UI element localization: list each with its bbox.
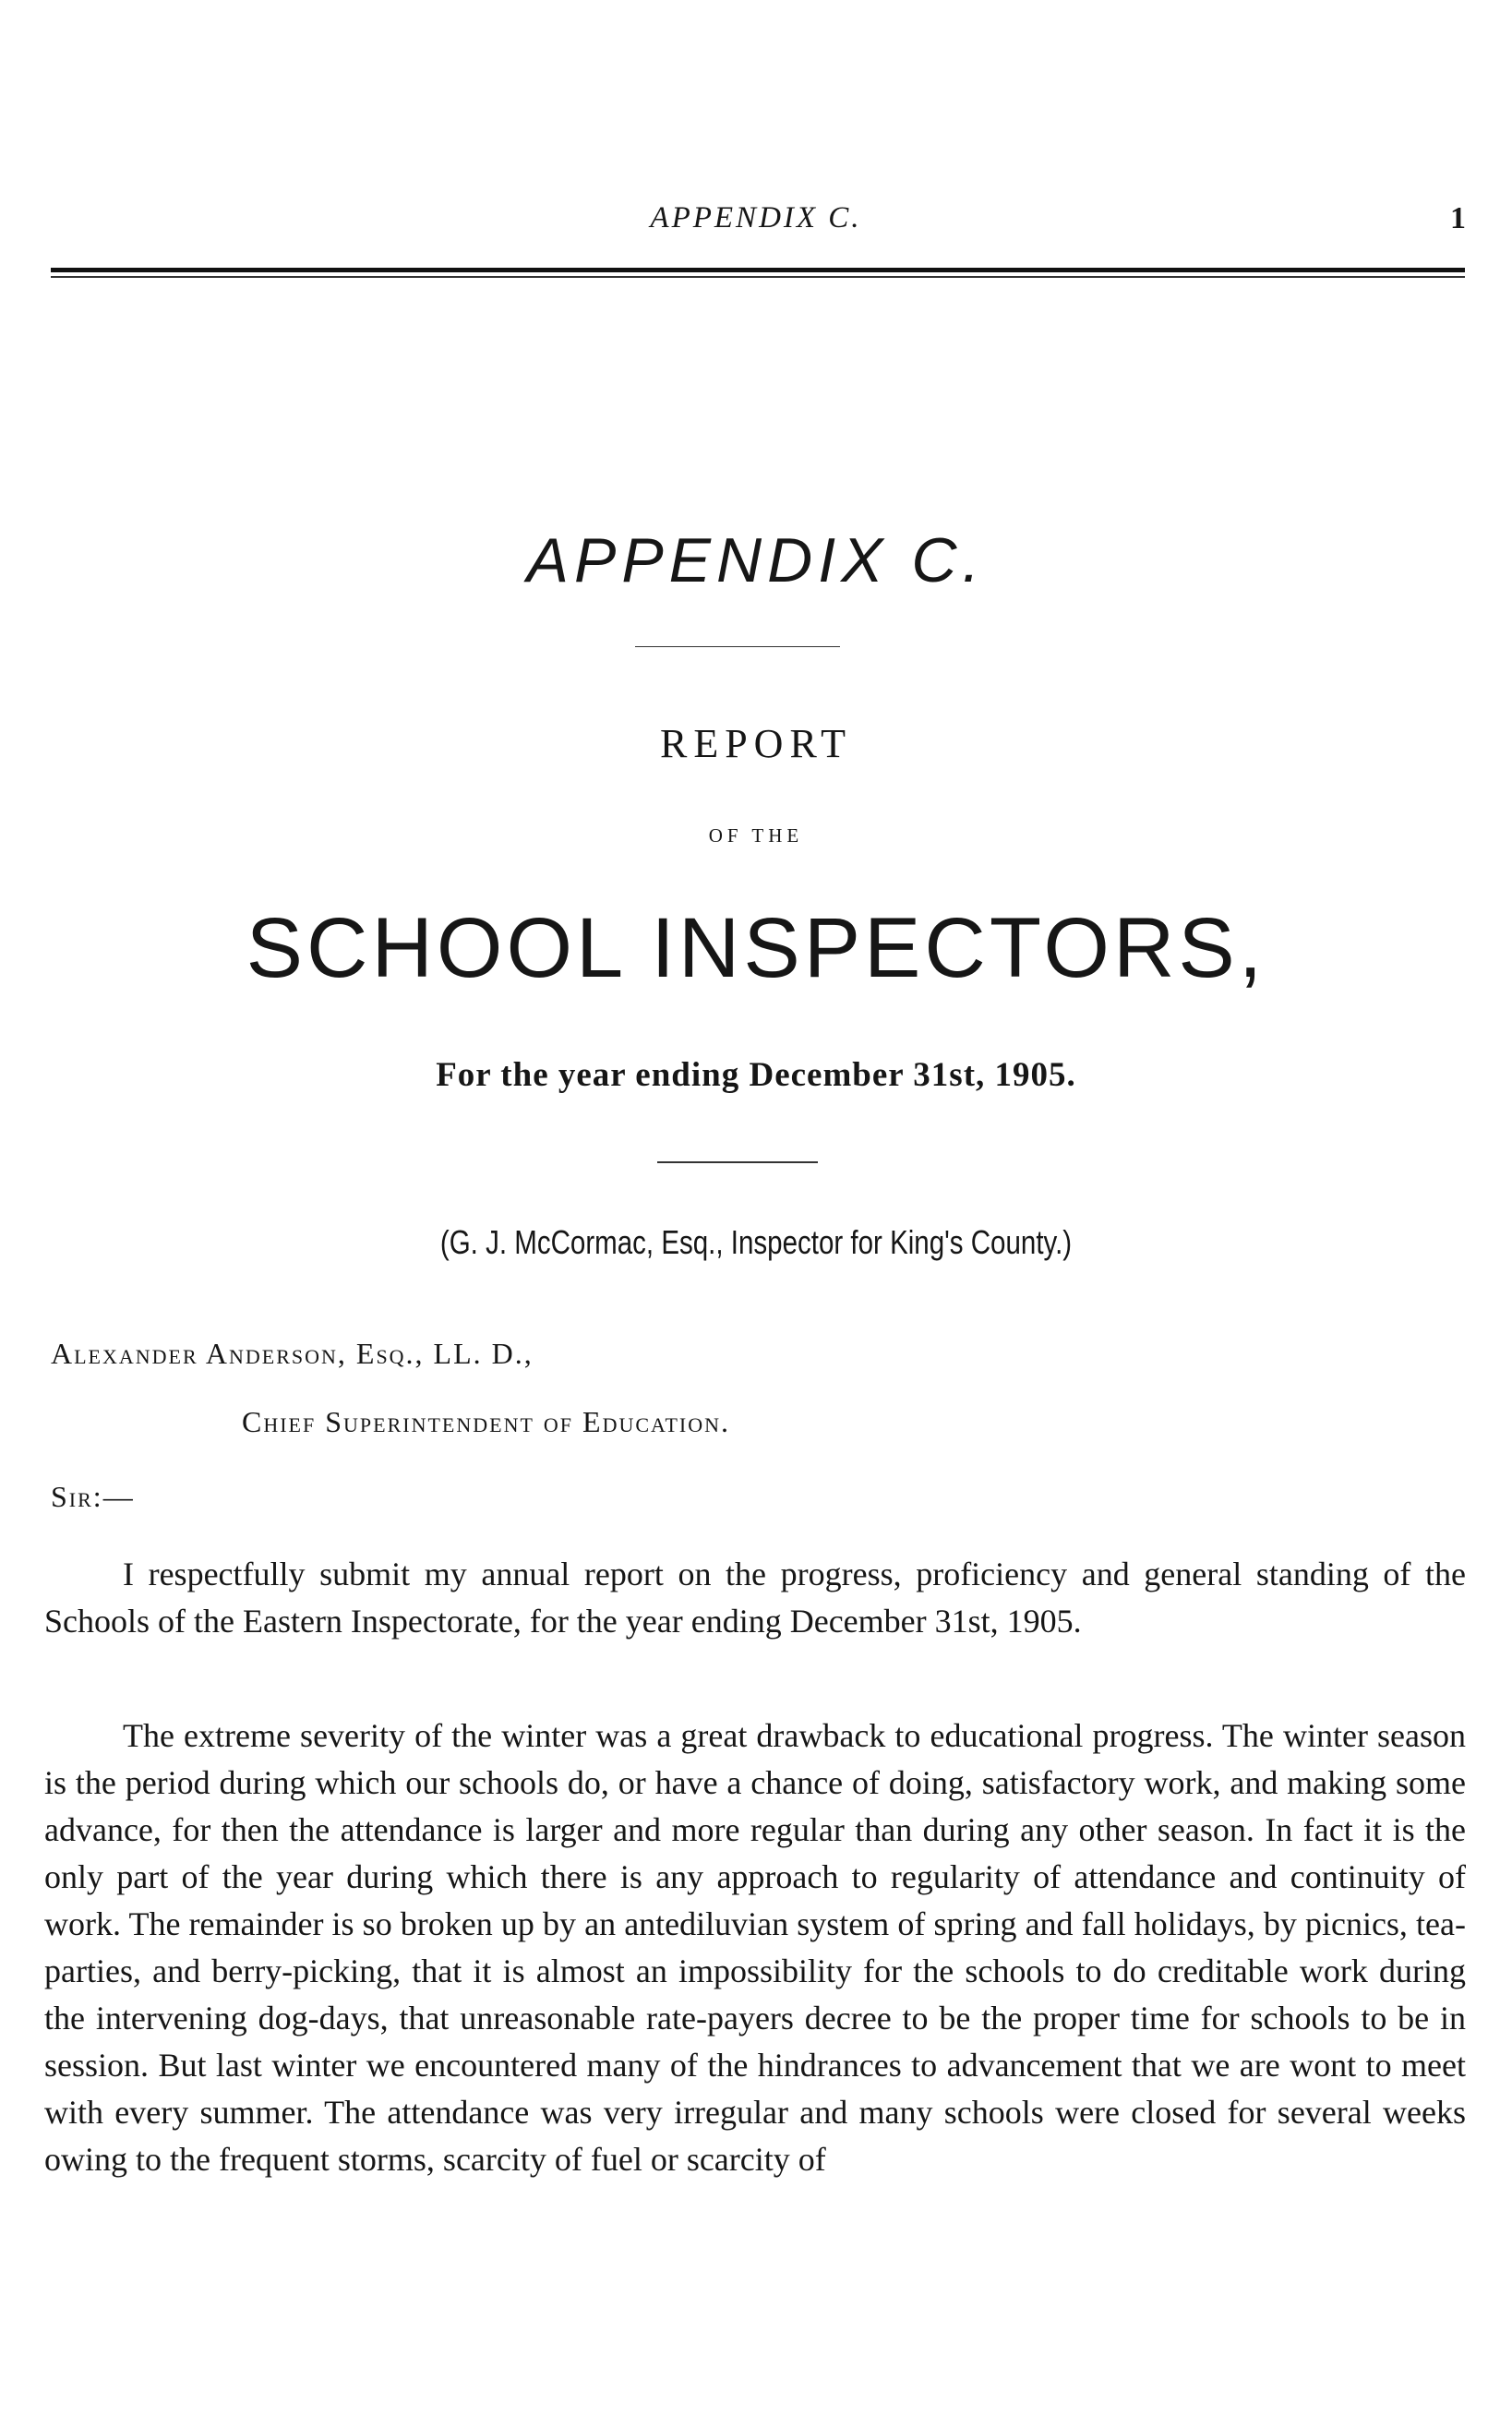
paragraph-winter: The extreme severity of the winter was a great drawback to educational progress. The winter season is the period during which our schools do, or have a chance of doing, satisfactory work, and making some advance, for then the attendance is larger and more regular than during any other season. In fact it is the only part of the year during which there is any approach to regularity of attendance and continuity of work. The remainder is so broken up by an antediluvian system of spring and fall holidays, by picnics, tea-parties, and berry-picking, that it is almost an impossibility for the schools to do creditable work during the intervening dog-days, that unreasonable rate-payers decree to be the proper time for schools to be in session. But last winter we encountered many of the hindrances to advancement that we are wont to meet with every summer. The attendance was very irregular and many schools were closed for several weeks owing to the frequent storms, scarcity of fuel or scarcity of — [44, 1717, 1466, 2178]
addressee-title: Chief Superintendent of Education. — [242, 1405, 731, 1438]
inspector-line: (G. J. McCormac, Esq., Inspector for King's County.) — [439, 1223, 1073, 1261]
page-number: 1 — [1450, 201, 1466, 235]
school-inspectors-heading: SCHOOL INSPECTORS, — [246, 901, 1266, 995]
running-header — [0, 201, 1512, 247]
year-ending-line: For the year ending December 31st, 1905. — [436, 1056, 1076, 1094]
running-header-title: APPENDIX C. — [650, 201, 862, 234]
of-the-label: OF THE — [708, 824, 804, 847]
paragraph-intro: I respectfully submit my annual report on the progress, proficiency and general standing of the Schools of the Eastern Inspectorate, for the year ending December 31st, 1905. — [44, 1556, 1466, 1640]
title-divider — [635, 646, 840, 647]
report-heading: REPORT — [659, 721, 853, 766]
appendix-title: APPENDIX C. — [526, 525, 986, 595]
header-rule-thick — [51, 268, 1465, 272]
header-rule-thin — [51, 276, 1465, 278]
salutation: Sir:— — [51, 1480, 135, 1513]
addressee-name: Alexander Anderson, Esq., LL. D., — [51, 1337, 534, 1370]
year-divider — [657, 1161, 818, 1163]
